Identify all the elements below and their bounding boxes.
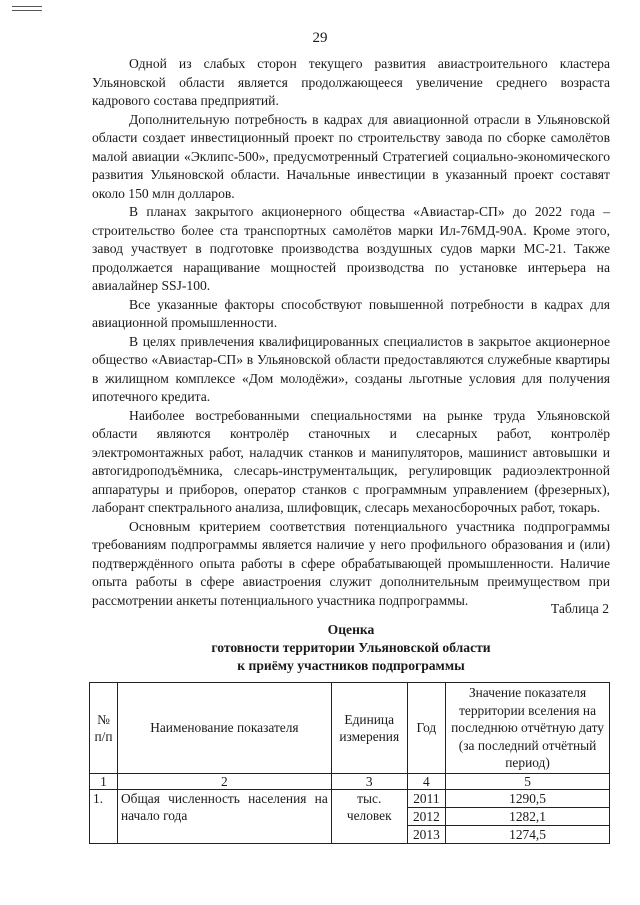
column-number: 1 (90, 774, 118, 790)
column-number-row (90, 774, 610, 790)
column-number: 3 (331, 774, 407, 790)
column-number: 5 (446, 774, 610, 790)
page-number: 29 (312, 30, 328, 46)
table-title-line-2: готовности территории Ульяновской области (211, 640, 491, 655)
year-cell: 2013 (407, 826, 445, 844)
table-caption: Таблица 2 (550, 601, 609, 616)
paragraph-1: Одной из слабых сторон текущего развития авиастроительного кластера Ульяновской области является продолжающееся увеличение среднего возраста кадрового состава предприятий. (92, 56, 610, 108)
table-title-line-1: Оценка (327, 622, 375, 637)
header-indicator-name: Наименование показателя (117, 683, 331, 774)
corner-mark (12, 6, 42, 11)
readiness-table (89, 682, 610, 844)
value-cell: 1290,5 (446, 790, 610, 808)
year-cell: 2011 (407, 790, 445, 808)
header-index: № п/п (90, 683, 118, 774)
indicator-name: Общая численность населения на начало года (117, 790, 331, 844)
paragraph-7: Основным критерием соответствия потенциального участника подпрограммы требованиям подпрограммы является наличие у него профильного образования и (или) подтверждённого опыта работы в сфере обрабатывающей промышленности. Наличие опыта работы в сфере авиастроения служит дополнительным преимуществом при рассмотрении анкеты потенциального участника подпрограммы. (92, 518, 610, 608)
paragraph-4: Все указанные факторы способствуют повышенной потребности в кадрах для авиационной промышленности. (92, 296, 610, 330)
paragraph-6: Наиболее востребованными специальностями на рынке труда Ульяновской области являются контролёр станочных и слесарных работ, контролёр электромонтажных работ, наладчик станков и манипуляторов, машинист автовышки и автогидроподъёмника, слесарь-инструментальщик, регулировщик радиоэлектронной аппаратуры и приборов, оператор станков с программным управлением (фрезерных), лаборант спектрального анализа, шлифовщик, слесарь механосборочных работ, токарь. (92, 407, 610, 515)
table-row (90, 790, 610, 808)
row-index: 1. (90, 790, 118, 844)
indicator-unit: тыс. человек (331, 790, 407, 844)
header-year: Год (407, 683, 445, 774)
table-title (92, 621, 610, 675)
paragraph-5: В целях привлечения квалифицированных специалистов в закрытое акционерное общество «Авиастар-СП» в Ульяновской области предоставляются служебные квартиры в жилищном комплексе «Дом молодёжи», созданы льготные условия для получения ипотечного кредита. (92, 333, 610, 404)
document-body (92, 55, 610, 610)
column-number: 2 (117, 774, 331, 790)
header-value: Значение показателя территории вселения на последнюю отчётную дату (за последний отчётный период) (446, 683, 610, 774)
paragraph-2: Дополнительную потребность в кадрах для авиационной отрасли в Ульяновской области создает инвестиционный проект по строительству завода по сборке самолётов малой авиации «Эклипс-500», предусмотренный Стратегией социально-экономического развития Ульяновской области. Начальные инвестиции в указанный проект составят около 150 млн долларов. (92, 111, 610, 201)
column-number: 4 (407, 774, 445, 790)
value-cell: 1282,1 (446, 808, 610, 826)
header-unit: Единица измерения (331, 683, 407, 774)
paragraph-3: В планах закрытого акционерного общества «Авиастар-СП» до 2022 года – строительство более ста транспортных самолётов марки Ил-76МД-90А. Кроме этого, завод участвует в подготовке производства воздушных судов марки МС-21. Также продолжается наращивание мощностей производства по установке интерьера на авиалайнер SSJ-100. (92, 204, 610, 293)
table-header-row (90, 683, 610, 774)
table-title-line-3: к приёму участников подпрограммы (237, 658, 465, 673)
value-cell: 1274,5 (446, 826, 610, 844)
year-cell: 2012 (407, 808, 445, 826)
